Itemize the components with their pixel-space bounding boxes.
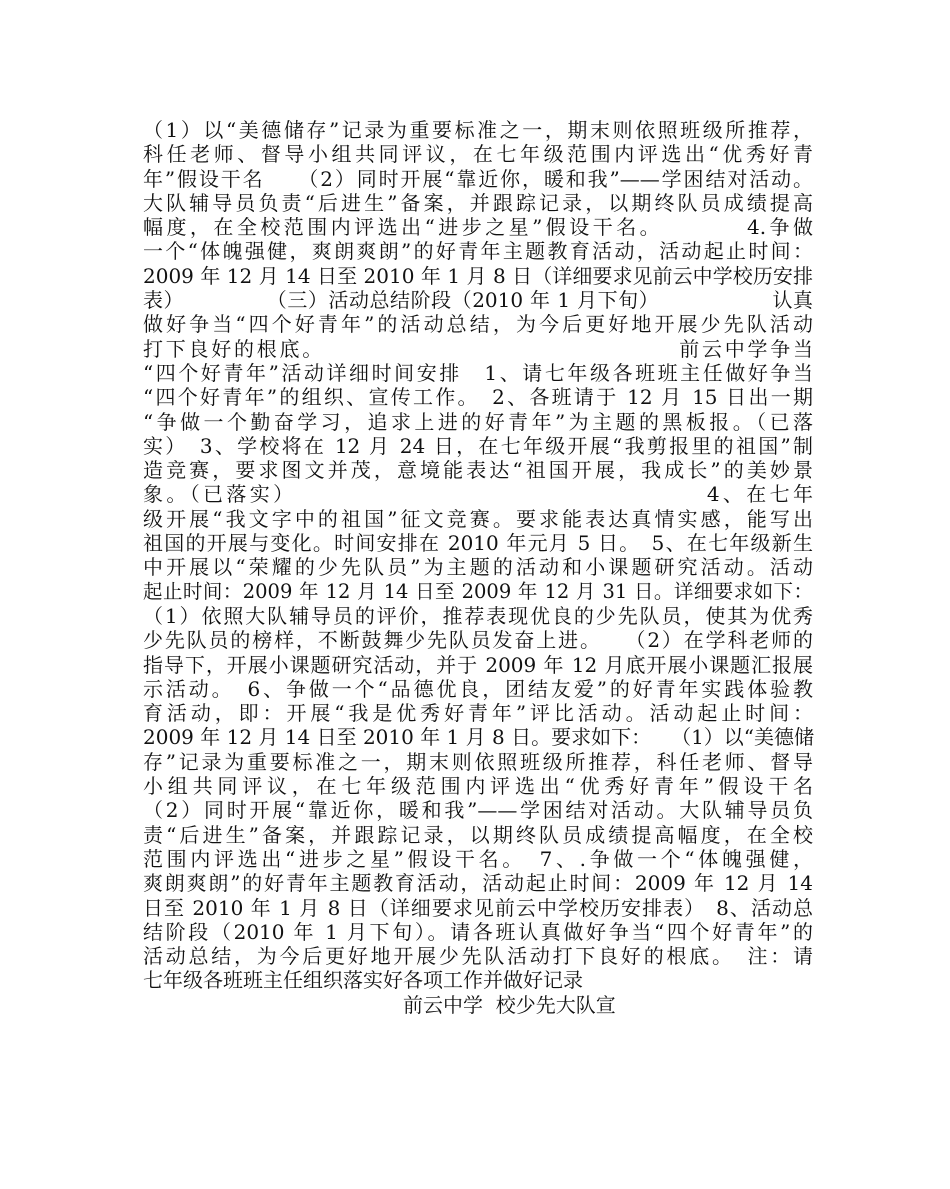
text-line: 科任老师、督导小组共同评议，在七年级范围内评选出“优秀好青 — [143, 142, 813, 167]
text-line: 日至 2010 年 1 月 8 日（详细要求见前云中学校历安排表） 8、活动总 — [143, 895, 813, 920]
text-line: 打下良好的根底。 前云中学争当 — [143, 336, 813, 361]
text-line: 责“后进生”备案，并跟踪记录，以期终队员成绩提高幅度，在全校 — [143, 822, 813, 847]
text-line: 七年级各班班主任组织落实好各项工作并做好记录 — [143, 968, 583, 993]
text-line: 年”假设干名 （2）同时开展“靠近你，暖和我”——学困结对活动。 — [143, 166, 813, 191]
text-line: 存”记录为重要标准之一，期末则依照班级所推荐，科任老师、督导 — [143, 749, 813, 774]
text-line: “四个好青年”的组织、宣传工作。 2、各班请于 12 月 15 日出一期 — [143, 385, 813, 410]
text-line: 范围内评选出“进步之星”假设干名。 7、.争做一个“体魄强健， — [143, 846, 813, 871]
document-body-text — [143, 118, 813, 1017]
text-line: 起止时间：2009 年 12 月 14 日至 2009 年 12 月 31 日。详细要求如下： — [143, 579, 814, 603]
text-line: 级开展“我文字中的祖国”征文竞赛。要求能表达真情实感，能写出 — [143, 506, 813, 531]
text-line: 实） 3、学校将在 12 月 24 日，在七年级开展“我剪报里的祖国”制 — [143, 433, 813, 458]
text-line: 象。（已落实） 4、在七年 — [143, 482, 813, 507]
text-line: （1）以“美德储存”记录为重要标准之一，期末则依照班级所推荐， — [143, 118, 813, 142]
text-line: 结阶段（2010 年 1 月下旬）。请各班认真做好争当“四个好青年”的 — [143, 919, 813, 944]
text-line: “争做一个勤奋学习，追求上进的好青年”为主题的黑板报。（已落 — [143, 409, 813, 434]
text-line: 大队辅导员负责“后进生”备案，并跟踪记录，以期终队员成绩提高 — [143, 190, 813, 215]
text-line: 中开展以“荣耀的少先队员”为主题的活动和小课题研究活动。活动 — [143, 555, 813, 580]
text-line: （2）同时开展“靠近你，暖和我”——学困结对活动。大队辅导员负 — [143, 798, 813, 823]
text-line: （1）依照大队辅导员的评价，推荐表现优良的少先队员，使其为优秀 — [143, 603, 813, 628]
text-line: 少先队员的榜样，不断鼓舞少先队员发奋上进。 （2）在学科老师的 — [143, 628, 813, 653]
signature-line: 前云中学 校少先大队宣 — [143, 992, 616, 1017]
text-line: 示活动。 6、争做一个“品德优良，团结友爱”的好青年实践体验教 — [143, 676, 813, 701]
text-line: 活动总结，为今后更好地开展少先队活动打下良好的根底。 注：请 — [143, 944, 813, 969]
text-line: 做好争当“四个好青年”的活动总结，为今后更好地开展少先队活动 — [143, 312, 813, 337]
text-line: 指导下，开展小课题研究活动，并于 2009 年 12 月底开展小课题汇报展 — [143, 652, 813, 677]
text-line: 小组共同评议，在七年级范围内评选出“优秀好青年”假设干名 — [143, 774, 813, 799]
text-line: 2009 年 12 月 14 日至 2010 年 1 月 8 日。要求如下： （1）以“美德储 — [143, 725, 815, 750]
text-line: “四个好青年”活动详细时间安排 1、请七年级各班班主任做好争当 — [143, 360, 813, 385]
text-line: 育活动，即：开展“我是优秀好青年”评比活动。活动起止时间： — [143, 701, 813, 726]
text-line: 爽朗爽朗”的好青年主题教育活动，活动起止时间：2009 年 12 月 14 — [143, 871, 813, 896]
text-line: 造竞赛，要求图文并茂，意境能表达“祖国开展，我成长”的美妙景 — [143, 458, 813, 483]
text-line: 幅度，在全校范围内评选出“进步之星”假设干名。 4.争做 — [143, 215, 813, 240]
text-line: 表） （三）活动总结阶段（2010 年 1 月下旬） 认真 — [143, 288, 813, 313]
text-line: 2009 年 12 月 14 日至 2010 年 1 月 8 日（详细要求见前云中学校历安排 — [143, 263, 813, 288]
text-line: 一个“体魄强健，爽朗爽朗”的好青年主题教育活动，活动起止时间： — [143, 239, 813, 264]
text-line: 祖国的开展与变化。时间安排在 2010 年元月 5 日。 5、在七年级新生 — [143, 531, 813, 556]
